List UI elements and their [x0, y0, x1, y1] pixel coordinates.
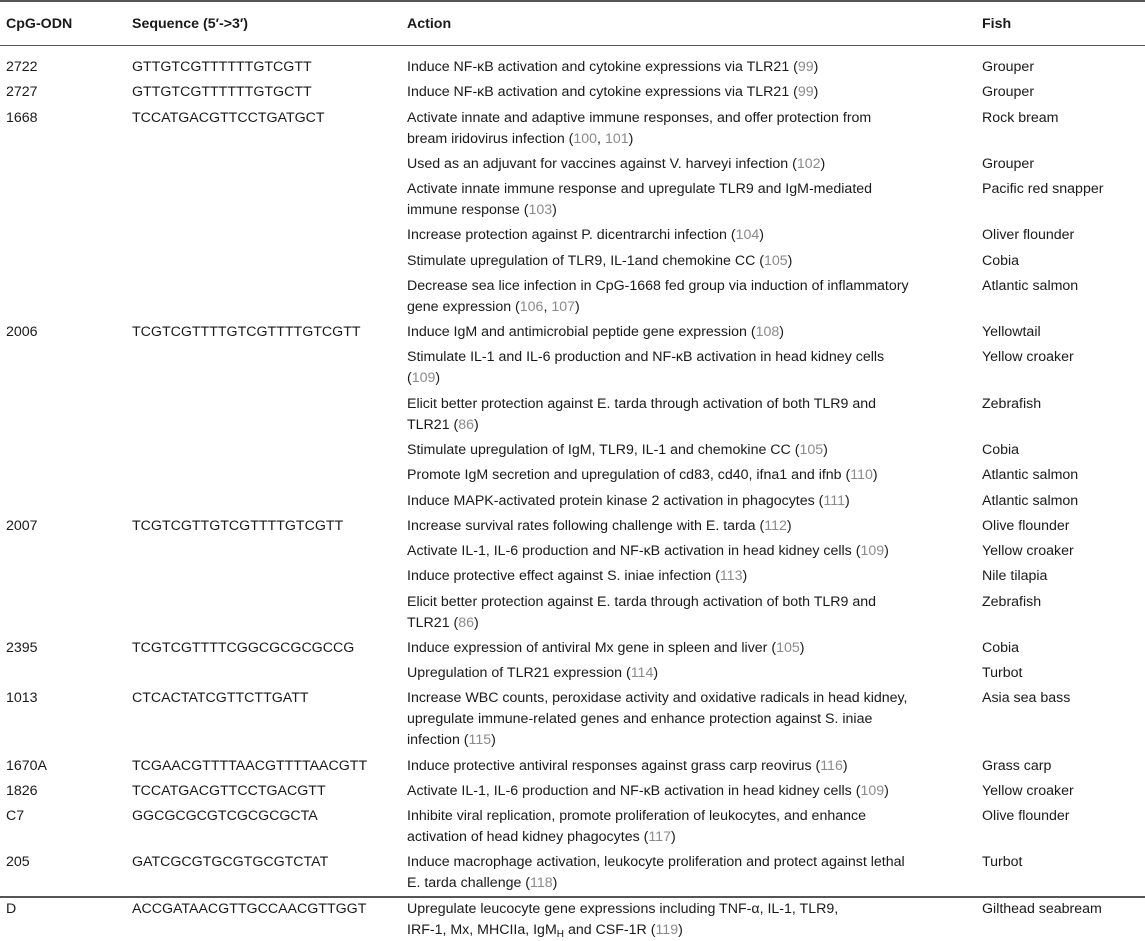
row-fish: Asia sea bass — [982, 690, 1071, 707]
action-text: ) — [786, 517, 792, 534]
row-action — [407, 756, 848, 777]
row-action — [407, 465, 878, 486]
action-text: Increase survival rates following challenge with E. tarda ( — [407, 517, 765, 534]
action-text: Induce expression of antiviral Mx gene in spleen and liver ( — [407, 639, 777, 656]
row-fish: Cobia — [982, 442, 1020, 458]
row-action — [407, 322, 784, 343]
reference-link[interactable]: 104 — [735, 227, 760, 244]
action-line — [407, 465, 878, 486]
action-text: ) — [820, 155, 826, 172]
header-sequence: Sequence (5′->3′) — [132, 16, 249, 32]
action-line — [407, 638, 804, 659]
row-fish: Rock bream — [982, 109, 1059, 126]
action-text: ) — [842, 757, 848, 774]
action-text: IRF-1, Mx, MHCIIa, IgM — [407, 921, 557, 938]
action-line — [407, 251, 792, 272]
row-fish: Grouper — [982, 84, 1035, 101]
action-text: Increase WBC counts, peroxidase activity and oxidative radicals in head kidney, — [407, 690, 908, 707]
row-action — [407, 347, 884, 389]
row-fish: Pacific red snapper — [982, 181, 1104, 198]
action-text: Stimulate IL-1 and IL-6 production and NF-κB activation in head kidney cells — [407, 349, 885, 366]
action-text: Induce IgM and antimicrobial peptide gene expression ( — [407, 324, 756, 341]
row-action — [407, 179, 872, 221]
action-text: Induce macrophage activation, leukocyte proliferation and protect against lethal — [407, 854, 905, 871]
action-text: infection ( — [407, 732, 469, 749]
row-fish: Grass carp — [982, 757, 1052, 774]
action-line — [407, 516, 792, 537]
row-fish: Atlantic salmon — [982, 492, 1079, 509]
row-sequence: TCGTCGTTTTCGGCGCGCGCCG — [132, 639, 355, 656]
reference-link[interactable]: 110 — [850, 467, 873, 484]
action-line — [407, 347, 884, 368]
row-odn: 1668 — [6, 109, 38, 126]
action-text: ) — [759, 227, 765, 244]
action-text: Stimulate upregulation of TLR9, IL-1and chemokine CC ( — [407, 252, 764, 269]
action-text: and CSF-1R ( — [564, 921, 656, 938]
row-odn: 2006 — [6, 324, 38, 341]
row-action — [407, 516, 792, 537]
row-odn: D — [6, 900, 17, 917]
action-text: ) — [435, 370, 441, 387]
action-text: Inhibite viral replication, promote proliferation of leukocytes, and enhance — [407, 808, 866, 825]
action-text: Increase protection against P. dicentrarchi infection ( — [407, 227, 736, 244]
row-action — [407, 781, 889, 802]
reference-link[interactable]: 117 — [648, 829, 671, 846]
row-fish: Yellow croaker — [982, 543, 1074, 559]
action-text: Activate innate immune response and upregulate TLR9 and IgM-mediated — [407, 181, 873, 198]
action-text: ) — [884, 782, 889, 799]
row-fish: Yellow croaker — [982, 782, 1074, 799]
reference-link[interactable]: 115 — [468, 732, 492, 749]
action-text: E. tarda challenge ( — [407, 875, 531, 892]
header-rule — [0, 45, 1145, 46]
reference-link[interactable]: 99 — [797, 84, 814, 101]
action-text: TLR21 ( — [407, 614, 459, 631]
row-fish: Atlantic salmon — [982, 467, 1079, 484]
header-fish: Fish — [982, 16, 1012, 32]
reference-link[interactable]: 105 — [776, 639, 800, 656]
row-odn: 2007 — [6, 517, 38, 534]
bottom-rule — [0, 896, 1145, 898]
action-line — [407, 440, 828, 461]
action-line — [407, 806, 866, 827]
top-rule — [0, 0, 1145, 2]
reference-link[interactable]: 109 — [860, 543, 885, 559]
action-text: ) — [823, 442, 828, 458]
action-text: ) — [653, 665, 659, 681]
row-fish: Atlantic salmon — [982, 277, 1079, 294]
action-line — [407, 415, 876, 436]
action-line — [407, 179, 872, 200]
action-line — [407, 730, 908, 751]
action-line — [407, 592, 876, 613]
row-action — [407, 899, 838, 941]
reference-link[interactable]: 109 — [860, 782, 885, 799]
action-text: ( — [407, 370, 412, 387]
action-text: Activate IL-1, IL-6 production and NF-κB activation in head kidney cells ( — [407, 782, 861, 799]
row-action — [407, 592, 876, 634]
reference-link[interactable]: 102 — [796, 155, 821, 172]
action-text: ) — [884, 543, 889, 559]
action-text: Induce MAPK-activated protein kinase 2 activation in phagocytes ( — [407, 492, 824, 509]
action-text: ) — [474, 614, 479, 631]
action-text: Elicit better protection against E. tarda through activation of both TLR9 and — [407, 593, 876, 610]
action-text: Elicit better protection against E. tarda through activation of both TLR9 and — [407, 395, 876, 412]
action-text: upregulate immune-related genes and enhance protection against S. iniae — [407, 711, 873, 728]
action-text: gene expression ( — [407, 298, 520, 315]
reference-link[interactable]: 105 — [799, 442, 824, 458]
row-sequence: GTTGTCGTTTTTTGTGCTT — [132, 84, 312, 101]
row-fish: Olive flounder — [982, 517, 1070, 534]
row-fish: Nile tilapia — [982, 568, 1048, 585]
row-action — [407, 440, 828, 461]
action-text: ) — [742, 568, 748, 585]
action-line — [407, 57, 818, 78]
row-sequence: GATCGCGTGCGTGCGTCTAT — [132, 854, 329, 871]
action-line — [407, 756, 848, 777]
action-text: TLR21 ( — [407, 416, 459, 433]
row-fish: Grouper — [982, 155, 1035, 172]
row-action — [407, 806, 866, 848]
action-text: Decrease sea lice infection in CpG-1668 fed group via induction of inflammatory — [407, 277, 909, 294]
action-line — [407, 873, 905, 894]
action-line — [407, 276, 909, 297]
row-fish: Zebrafish — [982, 395, 1042, 412]
action-text: ) — [491, 732, 496, 749]
action-text: ) — [552, 875, 558, 892]
row-fish: Zebrafish — [982, 593, 1042, 610]
action-text: ) — [552, 202, 557, 219]
action-line — [407, 368, 884, 389]
action-text: ) — [787, 252, 793, 269]
action-text: Promote IgM secretion and upregulation of cd83, cd40, ifna1 and ifnb ( — [407, 467, 851, 484]
row-action — [407, 394, 876, 436]
action-line — [407, 541, 889, 562]
row-odn: 2395 — [6, 639, 38, 656]
action-line — [407, 225, 764, 246]
reference-link[interactable]: 108 — [755, 324, 780, 341]
action-text: Upregulate leucocyte gene expressions including TNF-α, IL-1, TLR9, — [407, 900, 839, 917]
reference-link[interactable]: 100 — [573, 130, 598, 147]
subscript: H — [556, 928, 564, 940]
reference-link[interactable]: 107 — [551, 298, 576, 315]
row-sequence: TCCATGACGTTCCTGACGTT — [132, 782, 326, 799]
row-action — [407, 57, 818, 78]
action-text: , — [597, 130, 605, 147]
row-action — [407, 491, 850, 512]
action-text: Induce NF-κB activation and cytokine expressions via TLR21 ( — [407, 84, 798, 101]
action-text: Used as an adjuvant for vaccines against V. harveyi infection ( — [407, 155, 797, 172]
row-action — [407, 663, 658, 684]
reference-link[interactable]: 109 — [411, 370, 436, 387]
row-action — [407, 251, 792, 272]
row-fish: Cobia — [982, 252, 1020, 269]
action-line — [407, 491, 850, 512]
row-action — [407, 276, 909, 318]
row-sequence: TCGTCGTTTTGTCGTTTTGTCGTT — [132, 324, 361, 341]
row-odn: 2727 — [6, 84, 38, 101]
row-sequence: ACCGATAACGTTGCCAACGTTGGT — [132, 900, 367, 917]
reference-link[interactable]: 113 — [719, 568, 743, 585]
action-line — [407, 200, 872, 221]
action-line — [407, 566, 747, 587]
action-line — [407, 781, 889, 802]
action-line — [407, 827, 866, 848]
action-text: activation of head kidney phagocytes ( — [407, 829, 649, 846]
row-fish: Yellowtail — [982, 324, 1041, 341]
action-line — [407, 899, 838, 920]
row-sequence: GGCGCGCGTCGCGCGCTA — [132, 808, 318, 825]
action-text: Stimulate upregulation of IgM, TLR9, IL-1 and chemokine CC ( — [407, 442, 800, 458]
reference-link[interactable]: 118 — [530, 875, 553, 892]
header-odn: CpG-ODN — [6, 16, 73, 32]
action-text: Induce protective antiviral responses against grass carp reovirus ( — [407, 757, 821, 774]
reference-link[interactable]: 99 — [797, 59, 814, 75]
action-text: , — [543, 298, 552, 315]
action-text: Induce protective effect against S. iniae infection ( — [407, 568, 720, 585]
row-action — [407, 852, 905, 894]
action-line — [407, 297, 909, 318]
reference-link[interactable]: 101 — [604, 130, 629, 147]
row-sequence: GTTGTCGTTTTTTGTCGTT — [132, 59, 312, 75]
action-text: ) — [628, 130, 634, 147]
action-line — [407, 82, 818, 103]
reference-link[interactable]: 105 — [763, 252, 788, 269]
reference-link[interactable]: 112 — [764, 517, 787, 534]
row-fish: Grouper — [982, 59, 1035, 75]
row-sequence: TCGAACGTTTTAACGTTTTAACGTT — [132, 757, 368, 774]
reference-link[interactable]: 103 — [528, 202, 553, 219]
row-odn: 1826 — [6, 782, 38, 799]
action-text: Activate IL-1, IL-6 production and NF-κB activation in head kidney cells ( — [407, 543, 861, 559]
action-text: ) — [813, 59, 819, 75]
reference-link[interactable]: 111 — [823, 492, 845, 509]
action-line — [407, 394, 876, 415]
row-fish: Turbot — [982, 665, 1023, 681]
row-action — [407, 154, 825, 175]
row-action — [407, 541, 889, 562]
action-line — [407, 154, 825, 175]
action-line — [407, 852, 905, 873]
action-line — [407, 663, 658, 684]
row-fish: Gilthead seabream — [982, 900, 1102, 917]
row-action — [407, 108, 871, 150]
action-text: ) — [575, 298, 580, 315]
row-action — [407, 225, 764, 246]
action-line — [407, 709, 908, 730]
row-action — [407, 688, 908, 751]
reference-link[interactable]: 119 — [655, 921, 679, 938]
action-line — [407, 108, 871, 129]
action-text: ) — [844, 492, 850, 509]
action-line — [407, 322, 784, 343]
row-sequence: CTCACTATCGTTCTTGATT — [132, 690, 309, 707]
reference-link[interactable]: 106 — [519, 298, 544, 315]
row-fish: Yellow croaker — [982, 349, 1074, 366]
row-odn: 205 — [6, 854, 30, 871]
row-odn: 2722 — [6, 59, 38, 75]
row-action — [407, 638, 804, 659]
reference-link[interactable]: 86 — [458, 416, 475, 433]
row-action — [407, 82, 818, 103]
row-fish: Cobia — [982, 639, 1020, 656]
action-text: bream iridovirus infection ( — [407, 130, 574, 147]
action-text: Induce NF-κB activation and cytokine expressions via TLR21 ( — [407, 59, 798, 75]
row-fish: Oliver flounder — [982, 227, 1075, 244]
action-text: ) — [813, 84, 819, 101]
reference-link[interactable]: 114 — [630, 665, 654, 681]
action-text: ) — [872, 467, 878, 484]
action-text: immune response ( — [407, 202, 529, 219]
action-text: ) — [779, 324, 784, 341]
action-line — [407, 613, 876, 634]
row-fish: Olive flounder — [982, 808, 1070, 825]
action-line — [407, 129, 871, 150]
action-text: Upregulation of TLR21 expression ( — [407, 665, 631, 681]
action-line — [407, 688, 908, 709]
row-odn: 1013 — [6, 690, 38, 707]
row-action — [407, 566, 747, 587]
action-text: ) — [670, 829, 676, 846]
row-sequence: TCCATGACGTTCCTGATGCT — [132, 109, 325, 126]
header-action: Action — [407, 16, 452, 32]
action-text: ) — [799, 639, 805, 656]
action-line — [407, 920, 838, 941]
row-fish: Turbot — [982, 854, 1023, 871]
reference-link[interactable]: 116 — [820, 757, 843, 774]
row-odn: C7 — [6, 808, 25, 825]
action-text: Activate innate and adaptive immune responses, and offer protection from — [407, 109, 872, 126]
row-sequence: TCGTCGTTGTCGTTTTGTCGTT — [132, 517, 344, 534]
action-text: ) — [474, 416, 479, 433]
row-odn: 1670A — [6, 757, 48, 774]
action-text: ) — [678, 921, 683, 938]
reference-link[interactable]: 86 — [458, 614, 475, 631]
